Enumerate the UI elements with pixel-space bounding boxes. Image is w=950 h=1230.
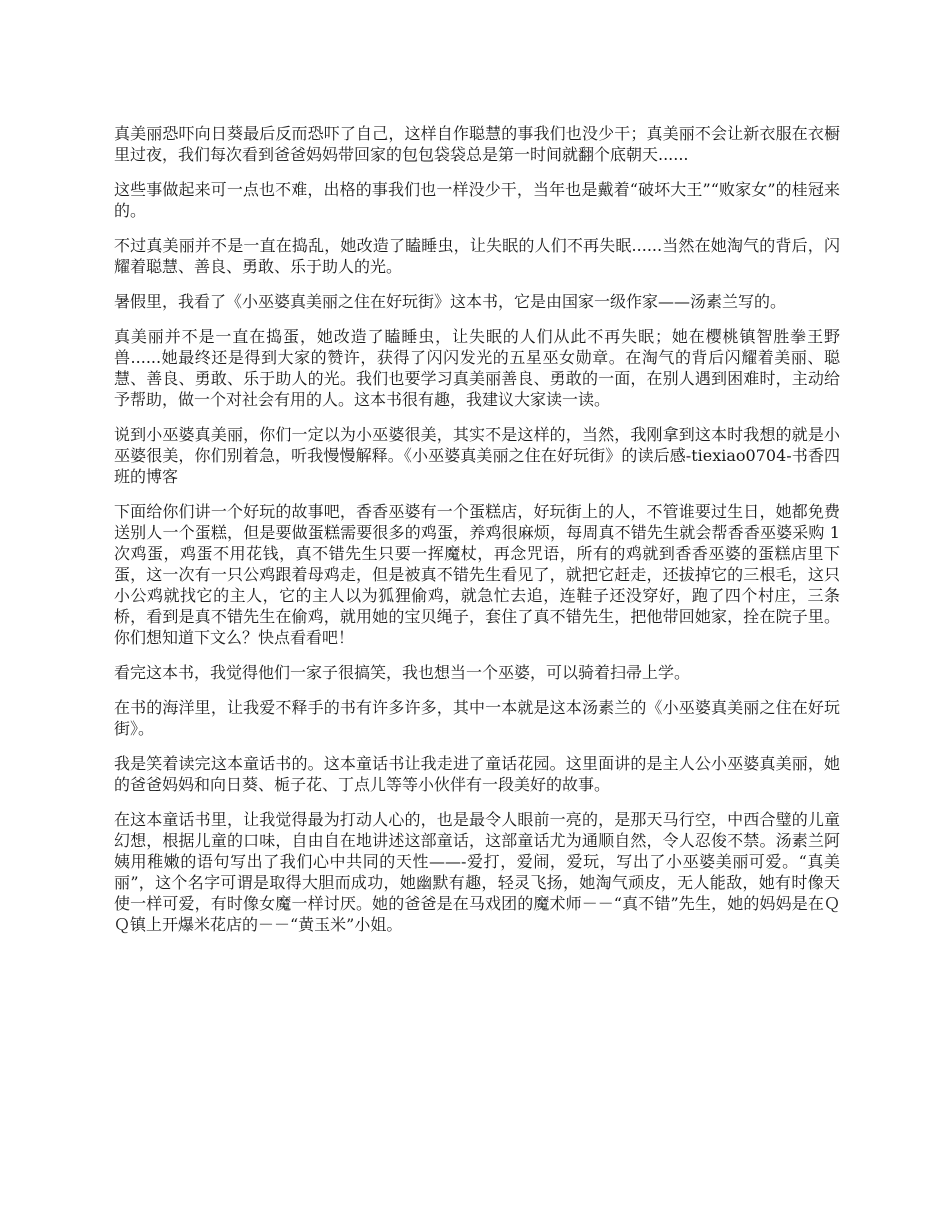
paragraph: 我是笑着读完这本童话书的。这本童话书让我走进了童话花园。这里面讲的是主人公小巫婆真美丽，她的爸爸妈妈和向日葵、栀子花、丁点儿等等小伙伴有一段美好的故事。 bbox=[114, 754, 840, 794]
paragraph: 真美丽恐吓向日葵最后反而恐吓了自己，这样自作聪慧的事我们也没少干；真美丽不会让新衣服在衣橱里过夜，我们每次看到爸爸妈妈带回家的包包袋袋总是第一时间就翻个底朝天...... bbox=[114, 124, 840, 164]
document-body bbox=[114, 123, 840, 949]
paragraph: 看完这本书，我觉得他们一家子很搞笑，我也想当一个巫婆，可以骑着扫帚上学。 bbox=[114, 663, 691, 682]
paragraph: 说到小巫婆真美丽，你们一定以为小巫婆很美，其实不是这样的，当然，我刚拿到这本时我想的就是小巫婆很美，你们别着急，听我慢慢解释。《小巫婆真美丽之住在好玩街》的读后感-tiexiao0704-书香四班的博客 bbox=[114, 425, 840, 486]
paragraph: 在书的海洋里，让我爱不释手的书有许多许多，其中一本就是这本汤素兰的《小巫婆真美丽之住在好玩街》。 bbox=[114, 698, 840, 738]
paragraph: 真美丽并不是一直在捣蛋，她改造了瞌睡虫，让失眠的人们从此不再失眠；她在樱桃镇智胜拳王野兽......她最终还是得到大家的赞许，获得了闪闪发光的五星巫女勋章。在淘气的背后闪耀着美丽、聪慧、善良、勇敢、乐于助人的光。我们也要学习真美丽善良、勇敢的一面，在别人遇到困难时，主动给予帮助，做一个对社会有用的人。这本书很有趣，我建议大家读一读。 bbox=[114, 327, 840, 409]
paragraph: 在这本童话书里，让我觉得最为打动人心的，也是最令人眼前一亮的，是那天马行空，中西合璧的儿童幻想，根据儿童的口味，自由自在地讲述这部童话，这部童话尤为通顺自然，令人忍俊不禁。汤素兰阿姨用稚嫩的语句写出了我们心中共同的天性——-爱打，爱闹，爱玩，写出了小巫婆美丽可爱。“真美丽”，这个名字可谓是取得大胆而成功，她幽默有趣，轻灵飞扬，她淘气顽皮，无人能敌，她有时像天使一样可爱，有时像女魔一样讨厌。她的爸爸是在马戏团的魔术师－－“真不错”先生，她的妈妈是在ＱＱ镇上开爆米花店的－－“黄玉米”小姐。 bbox=[114, 810, 840, 934]
paragraph: 不过真美丽并不是一直在捣乱，她改造了瞌睡虫，让失眠的人们不再失眠......当然在她淘气的背后，闪耀着聪慧、善良、勇敢、乐于助人的光。 bbox=[114, 236, 840, 276]
paragraph: 这些事做起来可一点也不难，出格的事我们也一样没少干，当年也是戴着“破坏大王”“败家女”的桂冠来的。 bbox=[114, 180, 840, 220]
paragraph: 暑假里，我看了《小巫婆真美丽之住在好玩街》这本书，它是由国家一级作家——汤素兰写的。 bbox=[114, 292, 787, 311]
paragraph: 下面给你们讲一个好玩的故事吧，香香巫婆有一个蛋糕店，好玩街上的人，不管谁要过生日，她都免费送别人一个蛋糕，但是要做蛋糕需要很多的鸡蛋，养鸡很麻烦，每周真不错先生就会帮香香巫婆采购 1 次鸡蛋，鸡蛋不用花钱，真不错先生只要一挥魔杖，再念咒语，所有的鸡就到香香巫婆的蛋糕店里下蛋，这一次有一只公鸡跟着母鸡走，但是被真不错先生看见了，就把它赶走，还拔掉它的三根毛，这只小公鸡就找它的主人，它的主人以为狐狸偷鸡，就急忙去追，连鞋子还没穿好，跑了四个村庄，三条桥，看到是真不错先生在偷鸡，就用她的宝贝绳子，套住了真不错先生，把他带回她家，拴在院子里。你们想知道下文么？快点看看吧！ bbox=[114, 502, 840, 647]
